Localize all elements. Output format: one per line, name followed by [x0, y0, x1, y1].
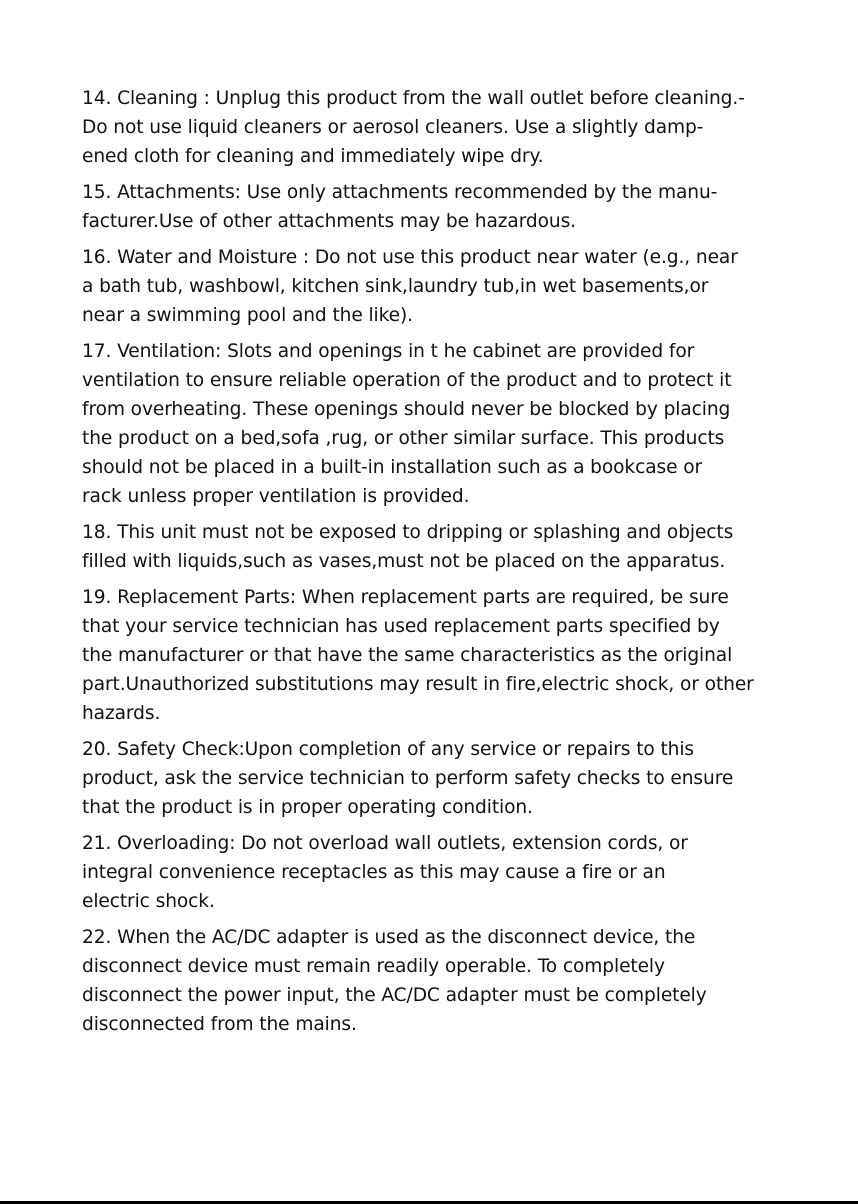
- instruction-line: the manufacturer or that have the same characteristics as the original: [82, 645, 733, 666]
- instruction-line: the product on a bed,sofa ,rug, or other similar surface. This products: [82, 428, 725, 449]
- instruction-line: disconnected from the mains.: [82, 1014, 357, 1035]
- instruction-line: 22. When the AC/DC adapter is used as the disconnect device, the: [82, 927, 696, 948]
- instruction-16-water-and-moisture: [82, 243, 782, 330]
- instruction-15-attachments: [82, 178, 782, 236]
- instruction-line: from overheating. These openings should never be blocked by placing: [82, 399, 731, 420]
- instruction-21-overloading: [82, 829, 782, 916]
- instruction-line: should not be placed in a built-in installation such as a bookcase or: [82, 457, 703, 478]
- instruction-line: integral convenience receptacles as this may cause a fire or an: [82, 862, 666, 883]
- instruction-line: 16. Water and Moisture : Do not use this product near water (e.g., near: [82, 247, 738, 268]
- instruction-17-ventilation: [82, 337, 782, 511]
- instruction-line: 14. Cleaning : Unplug this product from the wall outlet before cleaning.-: [82, 88, 745, 109]
- instruction-line: rack unless proper ventilation is provided.: [82, 486, 470, 507]
- instruction-line: near a swimming pool and the like).: [82, 305, 413, 326]
- instruction-line: 17. Ventilation: Slots and openings in t he cabinet are provided for: [82, 341, 695, 362]
- instruction-line: ened cloth for cleaning and immediately wipe dry.: [82, 146, 544, 167]
- instruction-line: filled with liquids,such as vases,must not be placed on the apparatus.: [82, 551, 726, 572]
- instruction-18-dripping-splashing: [82, 518, 782, 576]
- safety-instructions-page: [82, 84, 782, 1046]
- instruction-line: 18. This unit must not be exposed to dripping or splashing and objects: [82, 522, 734, 543]
- instruction-line: product, ask the service technician to perform safety checks to ensure: [82, 768, 734, 789]
- instruction-20-safety-check: [82, 735, 782, 822]
- instruction-line: part.Unauthorized substitutions may result in fire,electric shock, or other: [82, 674, 754, 695]
- instruction-line: that your service technician has used replacement parts specified by: [82, 616, 720, 637]
- instruction-14-cleaning: [82, 84, 782, 171]
- instruction-line: 20. Safety Check:Upon completion of any service or repairs to this: [82, 739, 695, 760]
- instruction-line: Do not use liquid cleaners or aerosol cleaners. Use a slightly damp-: [82, 117, 704, 138]
- instruction-line: facturer.Use of other attachments may be hazardous.: [82, 211, 576, 232]
- instruction-22-ac-dc-adapter: [82, 923, 782, 1039]
- instruction-line: 15. Attachments: Use only attachments recommended by the manu-: [82, 182, 718, 203]
- instruction-19-replacement-parts: [82, 583, 782, 728]
- instruction-line: a bath tub, washbowl, kitchen sink,laundry tub,in wet basements,or: [82, 276, 709, 297]
- instruction-line: 19. Replacement Parts: When replacement parts are required, be sure: [82, 587, 729, 608]
- instruction-line: disconnect device must remain readily operable. To completely: [82, 956, 665, 977]
- instruction-line: hazards.: [82, 703, 161, 724]
- instruction-line: disconnect the power input, the AC/DC adapter must be completely: [82, 985, 707, 1006]
- instruction-line: ventilation to ensure reliable operation of the product and to protect it: [82, 370, 732, 391]
- instruction-line: that the product is in proper operating condition.: [82, 797, 533, 818]
- instruction-line: 21. Overloading: Do not overload wall outlets, extension cords, or: [82, 833, 688, 854]
- instruction-line: electric shock.: [82, 891, 215, 912]
